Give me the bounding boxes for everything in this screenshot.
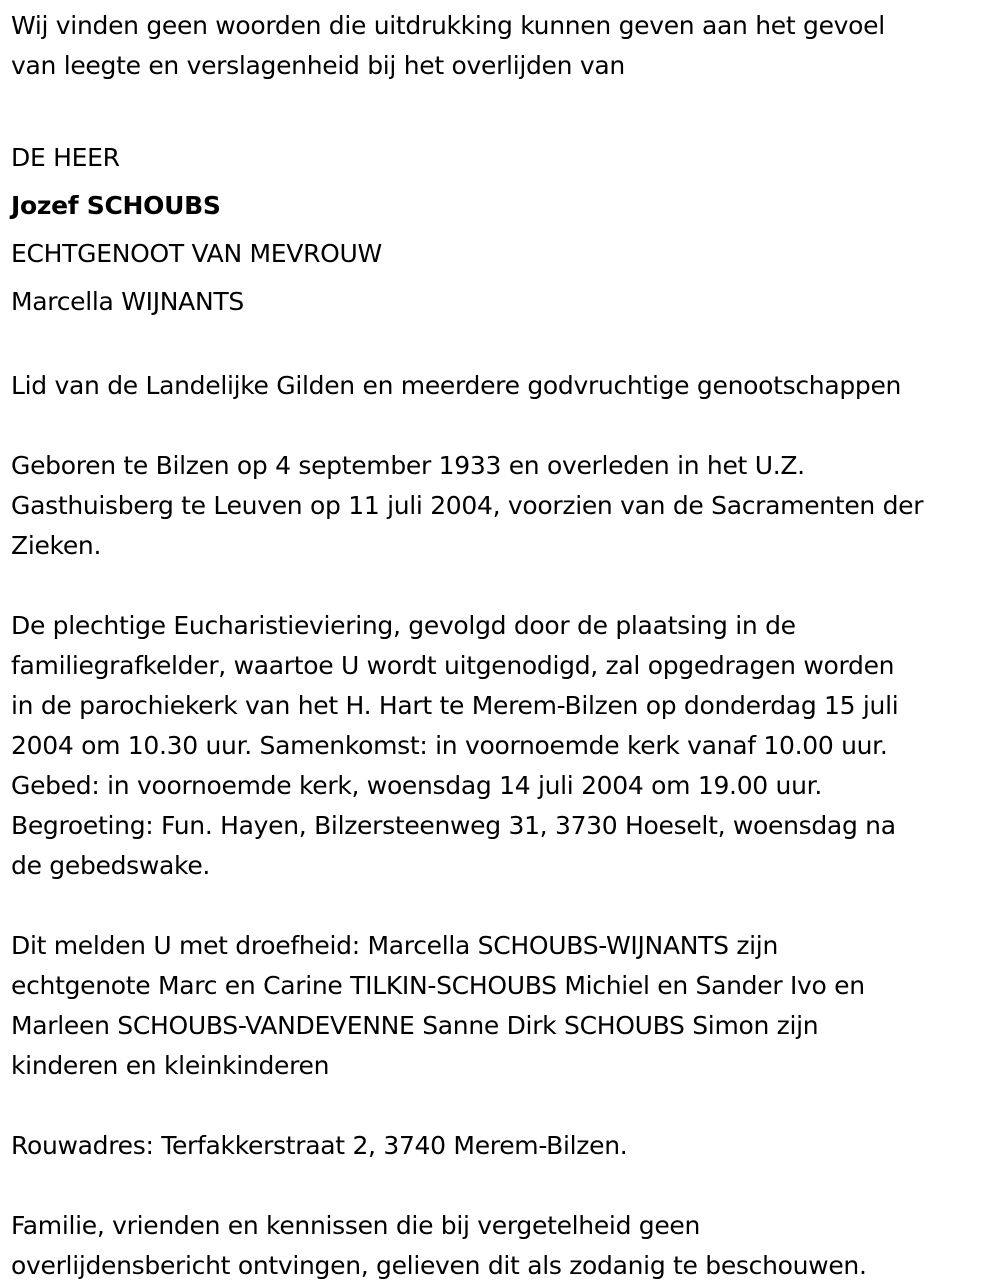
intro-line: Wij vinden geen woorden die uitdrukking kunnen geven aan het gevoel bbox=[11, 11, 885, 40]
closing-line: overlijdensbericht ontvingen, gelieven dit als zodanig te beschouwen. bbox=[11, 1251, 867, 1280]
closing-paragraph bbox=[11, 1206, 990, 1286]
family-paragraph bbox=[11, 926, 990, 1086]
deceased-title: DE HEER bbox=[11, 143, 120, 172]
family-line: echtgenote Marc en Carine TILKIN-SCHOUBS Michiel en Sander Ivo en bbox=[11, 971, 865, 1000]
ceremony-line: Gebed: in voornoemde kerk, woensdag 14 juli 2004 om 19.00 uur. bbox=[11, 771, 822, 800]
ceremony-line: De plechtige Eucharistieviering, gevolgd door de plaatsing in de bbox=[11, 611, 796, 640]
family-line: Dit melden U met droefheid: Marcella SCHOUBS-WIJNANTS zijn bbox=[11, 931, 778, 960]
ceremony-line: Begroeting: Fun. Hayen, Bilzersteenweg 31, 3730 Hoeselt, woensdag na bbox=[11, 811, 896, 840]
birth-death-line: Zieken. bbox=[11, 531, 102, 560]
intro-paragraph bbox=[11, 6, 990, 86]
ceremony-line: in de parochiekerk van het H. Hart te Merem-Bilzen op donderdag 15 juli bbox=[11, 691, 899, 720]
address-paragraph bbox=[11, 1126, 990, 1166]
membership-line: Lid van de Landelijke Gilden en meerdere godvruchtige genootschappen bbox=[11, 371, 902, 400]
deceased-name: Jozef SCHOUBS bbox=[11, 191, 221, 220]
membership-paragraph bbox=[11, 366, 990, 406]
birth-death-line: Geboren te Bilzen op 4 september 1933 en overleden in het U.Z. bbox=[11, 451, 805, 480]
ceremony-paragraph bbox=[11, 606, 990, 886]
ceremony-line: de gebedswake. bbox=[11, 851, 211, 880]
deceased-block bbox=[11, 134, 990, 326]
closing-line: Familie, vrienden en kennissen die bij vergetelheid geen bbox=[11, 1211, 701, 1240]
ceremony-line: 2004 om 10.30 uur. Samenkomst: in voornoemde kerk vanaf 10.00 uur. bbox=[11, 731, 888, 760]
spouse-name: Marcella WIJNANTS bbox=[11, 287, 244, 316]
birth-death-paragraph bbox=[11, 446, 990, 566]
ceremony-line: familiegrafkelder, waartoe U wordt uitgenodigd, zal opgedragen worden bbox=[11, 651, 895, 680]
family-line: Marleen SCHOUBS-VANDEVENNE Sanne Dirk SCHOUBS Simon zijn bbox=[11, 1011, 819, 1040]
family-line: kinderen en kleinkinderen bbox=[11, 1051, 330, 1080]
birth-death-line: Gasthuisberg te Leuven op 11 juli 2004, voorzien van de Sacramenten der bbox=[11, 491, 924, 520]
deceased-relation: ECHTGENOOT VAN MEVROUW bbox=[11, 239, 382, 268]
intro-line: van leegte en verslagenheid bij het overlijden van bbox=[11, 51, 625, 80]
address-line: Rouwadres: Terfakkerstraat 2, 3740 Merem-Bilzen. bbox=[11, 1131, 628, 1160]
